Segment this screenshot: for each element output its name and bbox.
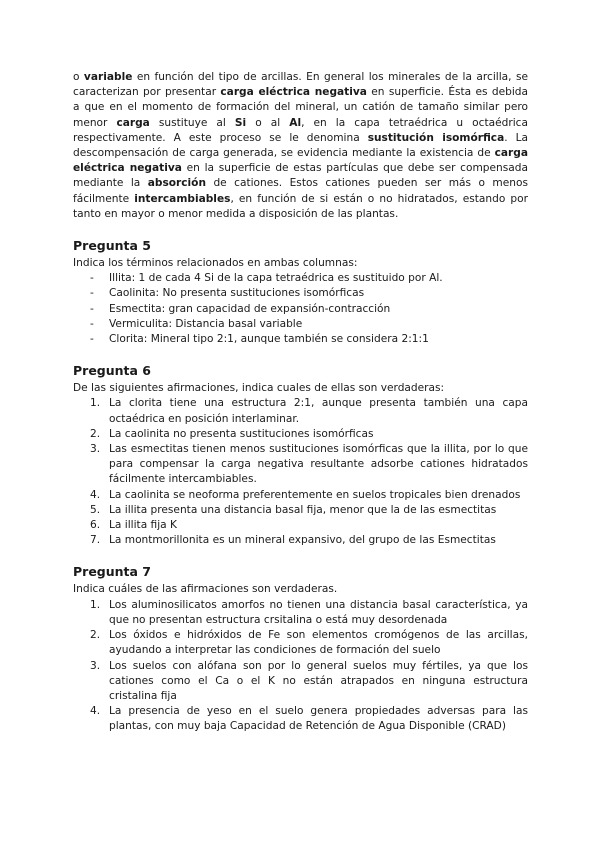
item-text: La clorita tiene una estructura 2:1, aunque presenta también una capa octaédrica en posición interlaminar. [109, 397, 528, 425]
list-item [90, 488, 528, 503]
item-number: 4. [90, 705, 101, 718]
list-item [90, 442, 528, 488]
list-item [90, 659, 528, 705]
item-number: 6. [90, 519, 101, 532]
list-item: - Clorita: Mineral tipo 2:1, aunque también se considera 2:1:1 [90, 332, 528, 347]
list-item [90, 503, 528, 518]
item-text: La presencia de yeso en el suelo genera propiedades adversas para las plantas, con muy baja Capacidad de Retención de Agua Disponible (CRAD) [109, 705, 528, 733]
intro-segment: carga [116, 116, 150, 129]
question-7-instructions: Indica cuáles de las afirmaciones son verdaderas. [73, 583, 338, 596]
list-item [90, 427, 528, 442]
list-item [90, 704, 528, 734]
item-text: La illita presenta una distancia basal fija, menor que la de las esmectitas [109, 503, 497, 516]
list-item [90, 598, 528, 628]
question-5-section [73, 238, 528, 347]
intro-segment: . La descompensación de carga generada, se evidencia mediante la existencia de [73, 131, 528, 160]
intro-segment: de cationes. Estos cationes pueden ser más o menos fácilmente [73, 177, 528, 205]
intro-segment: en la superficie de estas partículas que debe ser compensada mediante la [73, 162, 528, 190]
intro-segment: o [73, 71, 84, 83]
intro-segment: sustituye al [149, 116, 235, 129]
list-item [90, 396, 528, 426]
item-text: La caolinita no presenta sustituciones isomórficas [109, 427, 374, 440]
intro-segment: o al [246, 116, 290, 129]
intro-segment: en función del tipo de arcillas. En general los minerales de la arcilla, se caracterizan por presentar [73, 71, 528, 99]
item-number: 1. [90, 598, 101, 611]
item-text: Los óxidos e hidróxidos de Fe son elementos cromógenos de las arcillas, ayudando a interpretar las condiciones de formación del suelo [109, 629, 528, 657]
list-item: - Caolinita: No presenta sustituciones isomórficas [90, 286, 528, 301]
item-text: Los aluminosilicatos amorfos no tienen una distancia basal característica, ya que no presentan estructura crsitalina o está muy desordenada [109, 598, 528, 626]
intro-segment: intercambiables [134, 192, 231, 205]
intro-segment: en superficie. Ésta es debida a que en el momento de formación del mineral, un catión de tamaño similar pero menor [73, 86, 528, 129]
question-5-list [73, 271, 528, 347]
question-5-title: Pregunta 5 [73, 238, 152, 254]
question-7-list [73, 598, 528, 735]
intro-segment: sustitución isomórfica [367, 131, 505, 144]
list-item [90, 533, 528, 548]
question-6-list [73, 396, 528, 548]
item-number: 4. [90, 488, 101, 501]
item-text: La illita fija K [109, 519, 177, 532]
question-6-title: Pregunta 6 [73, 363, 152, 379]
intro-segment: carga eléctrica negativa [73, 147, 528, 175]
item-number: 3. [90, 443, 101, 456]
list-item: - Vermiculita: Distancia basal variable [90, 317, 528, 332]
list-item: - Esmectita: gran capacidad de expansión-contracción [90, 302, 528, 317]
intro-segment: absorción [147, 177, 206, 190]
question-7-section [73, 564, 528, 734]
item-number: 3. [90, 659, 101, 672]
question-6-section [73, 363, 528, 548]
intro-segment: Al [289, 116, 302, 129]
item-text: Las esmectitas tienen menos sustituciones isomórficas que la illita, por lo que para compensar la carga negativa resultante adsorbe cationes hidratados fácilmente intercambiables. [109, 443, 528, 486]
item-number: 5. [90, 503, 101, 516]
item-text: La montmorillonita es un mineral expansivo, del grupo de las Esmectitas [109, 534, 496, 547]
item-number: 2. [90, 629, 101, 642]
intro-segment: carga eléctrica negativa [220, 86, 367, 99]
intro-segment: variable [83, 71, 133, 83]
list-item [90, 628, 528, 658]
page-content [73, 70, 528, 735]
intro-paragraph [73, 70, 528, 222]
question-5-instructions: Indica los términos relacionados en ambas columnas: [73, 257, 358, 270]
list-item [90, 518, 528, 533]
item-number: 2. [90, 427, 101, 440]
question-7-title: Pregunta 7 [73, 564, 152, 580]
question-6-instructions: De las siguientes afirmaciones, indica cuales de ellas son verdaderas: [73, 382, 445, 395]
list-item: - Illita: 1 de cada 4 Si de la capa tetraédrica es sustituido por Al. [90, 271, 528, 286]
intro-segment: , en función de si están o no hidratados, estando por tanto en mayor o menor medida a disposición de las plantas. [73, 192, 528, 220]
item-text: Los suelos con alófana son por lo general suelos muy fértiles, ya que los cationes como el Ca o el K no están atrapados en ninguna estructura cristalina fija [109, 659, 528, 702]
intro-segment: Si [234, 116, 247, 129]
intro-segment: , en la capa tetraédrica u octaédrica respectivamente. A este proceso se le denomina [73, 116, 528, 144]
item-text: La caolinita se neoforma preferentemente en suelos tropicales bien drenados [109, 488, 521, 501]
item-number: 7. [90, 534, 101, 547]
item-number: 1. [90, 397, 101, 410]
